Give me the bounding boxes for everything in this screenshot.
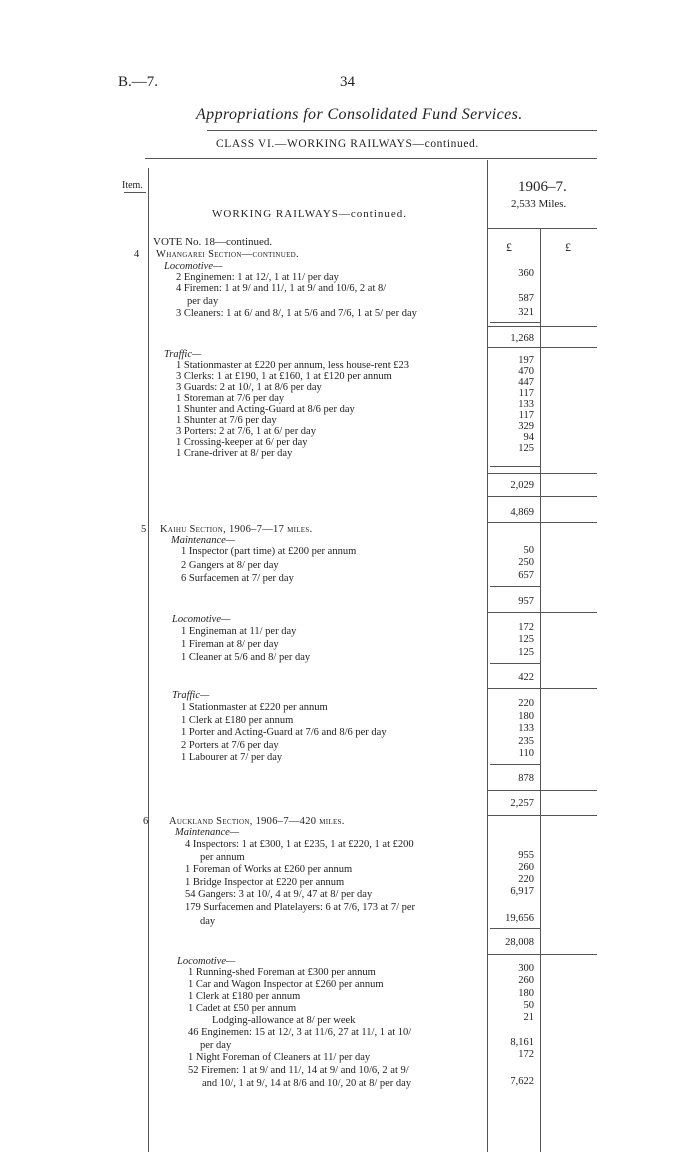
amount: 125 [518,634,534,645]
amount: 447 [518,377,534,388]
whangarei-loco-line: per day [187,296,219,307]
amount: 220 [518,698,534,709]
divider [487,326,597,327]
vote-heading: VOTE No. 18—continued. [153,236,273,248]
item-column-rule [148,168,149,1152]
section-total: 2,257 [510,798,534,809]
divider [487,473,597,474]
subtotal: 28,008 [505,937,534,948]
amount-subcolumn-rule [540,228,541,1152]
subtotal: 2,029 [510,480,534,491]
amount: 220 [518,874,534,885]
amount: 125 [518,647,534,658]
amount: 300 [518,963,534,974]
whangarei-traffic-line: 3 Clerks: 1 at £190, 1 at £160, 1 at £120 per annum [176,371,392,382]
amount: 250 [518,557,534,568]
divider [487,347,597,348]
subtotal: 878 [518,773,534,784]
kaihu-maint-line: 6 Surfacemen at 7/ per day [181,573,294,584]
amount: 235 [518,736,534,747]
class-heading: CLASS VI.—WORKING RAILWAYS—continued. [216,138,479,150]
amount: 6,917 [510,886,534,897]
amount: 8,161 [510,1037,534,1048]
divider [490,663,540,664]
whangarei-loco-line: 4 Firemen: 1 at 9/ and 11/, 1 at 9/ and 10/6, 2 at 8/ [176,283,387,294]
kaihu-loco-line: 1 Engineman at 11/ per day [181,626,297,637]
whangarei-traffic-line: 1 Shunter at 7/6 per day [176,415,277,426]
auckland-loco-line: per day [200,1040,232,1051]
kaihu-traffic-line: 1 Stationmaster at £220 per annum [181,702,328,713]
auckland-maint-line: 1 Bridge Inspector at £220 per annum [185,877,345,888]
auckland-loco-line: and 10/, 1 at 9/, 14 at 8/6 and 10/, 20 at 8/ per day [202,1078,412,1089]
auckland-maintenance-heading: Maintenance— [175,827,240,838]
divider [490,466,540,467]
divider [124,192,146,193]
divider [490,764,540,765]
amount: 133 [518,399,534,410]
divider [490,586,540,587]
auckland-loco-line: Lodging-allowance at 8/ per week [212,1015,356,1026]
amount: 329 [518,421,534,432]
auckland-maint-line: 4 Inspectors: 1 at £300, 1 at £235, 1 at £220, 1 at £200 [185,839,414,850]
auckland-maint-line: 1 Foreman of Works at £260 per annum [185,864,353,875]
currency-symbol: £ [565,240,571,254]
amount: 470 [518,366,534,377]
amount: 657 [518,570,534,581]
whangarei-loco-line: 3 Cleaners: 1 at 6/ and 8/, 1 at 5/6 and 7/6, 1 at 5/ per day [176,308,417,319]
auckland-loco-line: 1 Car and Wagon Inspector at £260 per annum [188,979,384,990]
whangarei-traffic-line: 1 Crossing-keeper at 6/ per day [176,437,308,448]
document-reference: B.—7. [118,74,159,90]
year-header: 1906–7. [518,179,567,195]
divider [490,322,540,323]
auckland-maint-line: per annum [200,852,245,863]
kaihu-traffic-line: 1 Labourer at 7/ per day [181,752,283,763]
kaihu-traffic-line: 2 Porters at 7/6 per day [181,740,279,751]
whangarei-traffic-line: 3 Porters: 2 at 7/6, 1 at 6/ per day [176,426,316,437]
amount-column-rule [487,160,488,1152]
amount: 133 [518,723,534,734]
amount: 180 [518,988,534,999]
whangarei-loco-line: 2 Enginemen: 1 at 12/, 1 at 11/ per day [176,272,339,283]
amount: 360 [518,268,534,279]
amount: 117 [518,388,534,399]
whangarei-heading: Whangarei Section—continued. [156,249,299,260]
divider [487,496,597,497]
subtotal: 1,268 [510,333,534,344]
auckland-loco-line: 46 Enginemen: 15 at 12/, 3 at 11/6, 27 at 11/, 1 at 10/ [188,1027,412,1038]
auckland-maint-line: 54 Gangers: 3 at 10/, 4 at 9/, 47 at 8/ per day [185,889,373,900]
divider [487,522,597,523]
subtotal: 957 [518,596,534,607]
divider [145,158,597,159]
kaihu-maintenance-heading: Maintenance— [171,535,236,546]
kaihu-heading: Kaihu Section, 1906–7—17 miles. [160,524,313,535]
auckland-locomotive-heading: Locomotive— [177,956,236,967]
kaihu-loco-line: 1 Fireman at 8/ per day [181,639,279,650]
miles-header: 2,533 Miles. [511,198,567,210]
amount: 110 [518,748,534,759]
divider [487,954,597,955]
amount: 50 [523,1000,534,1011]
amount: 125 [518,443,534,454]
subtotal: 422 [518,672,534,683]
amount: 260 [518,862,534,873]
auckland-loco-line: 1 Running-shed Foreman at £300 per annum [188,967,376,978]
divider [207,130,597,131]
amount: 172 [518,622,534,633]
auckland-loco-line: 52 Firemen: 1 at 9/ and 11/, 14 at 9/ and 10/6, 2 at 9/ [188,1065,409,1076]
item-column-header: Item. [122,180,143,191]
auckland-maint-line: day [200,916,216,927]
amount: 321 [518,307,534,318]
divider [487,688,597,689]
amount: 94 [523,432,534,443]
whangarei-traffic-line: 3 Guards: 2 at 10/, 1 at 8/6 per day [176,382,322,393]
amount: 19,656 [505,913,534,924]
amount: 197 [518,355,534,366]
currency-symbol: £ [506,240,512,254]
amount: 587 [518,293,534,304]
page-number: 34 [340,74,355,90]
whangarei-traffic-line: 1 Crane-driver at 8/ per day [176,448,293,459]
kaihu-maint-line: 1 Inspector (part time) at £200 per annum [181,546,357,557]
whangarei-traffic-line: 1 Storeman at 7/6 per day [176,393,285,404]
divider [487,790,597,791]
amount: 260 [518,975,534,986]
amount: 21 [523,1012,534,1023]
auckland-heading: Auckland Section, 1906–7—420 miles. [169,816,345,827]
page-title: Appropriations for Consolidated Fund Services. [196,106,523,123]
amount: 117 [518,410,534,421]
divider [487,815,597,816]
item-number: 4 [134,249,140,260]
auckland-loco-line: 1 Clerk at £180 per annum [188,991,301,1002]
divider [487,612,597,613]
whangarei-traffic-line: 1 Stationmaster at £220 per annum, less house-rent £23 [176,360,409,371]
divider [487,228,597,229]
amount: 180 [518,711,534,722]
amount: 50 [523,545,534,556]
amount: 955 [518,850,534,861]
kaihu-traffic-heading: Traffic— [172,690,210,701]
item-number: 5 [141,524,147,535]
kaihu-traffic-line: 1 Clerk at £180 per annum [181,715,294,726]
amount: 172 [518,1049,534,1060]
kaihu-maint-line: 2 Gangers at 8/ per day [181,560,279,571]
amount: 7,622 [510,1076,534,1087]
divider [490,928,540,929]
item-number: 6 [143,816,149,827]
section-total: 4,869 [510,507,534,518]
whangarei-traffic-line: 1 Shunter and Acting-Guard at 8/6 per day [176,404,355,415]
section-title: WORKING RAILWAYS—continued. [212,208,408,220]
kaihu-traffic-line: 1 Porter and Acting-Guard at 7/6 and 8/6 per day [181,727,387,738]
auckland-loco-line: 1 Cadet at £50 per annum [188,1003,297,1014]
whangarei-locomotive-heading: Locomotive— [164,261,223,272]
kaihu-loco-line: 1 Cleaner at 5/6 and 8/ per day [181,652,311,663]
kaihu-locomotive-heading: Locomotive— [172,614,231,625]
auckland-maint-line: 179 Surfacemen and Platelayers: 6 at 7/6, 173 at 7/ per [185,902,416,913]
auckland-loco-line: 1 Night Foreman of Cleaners at 11/ per day [188,1052,371,1063]
whangarei-traffic-heading: Traffic— [164,349,202,360]
